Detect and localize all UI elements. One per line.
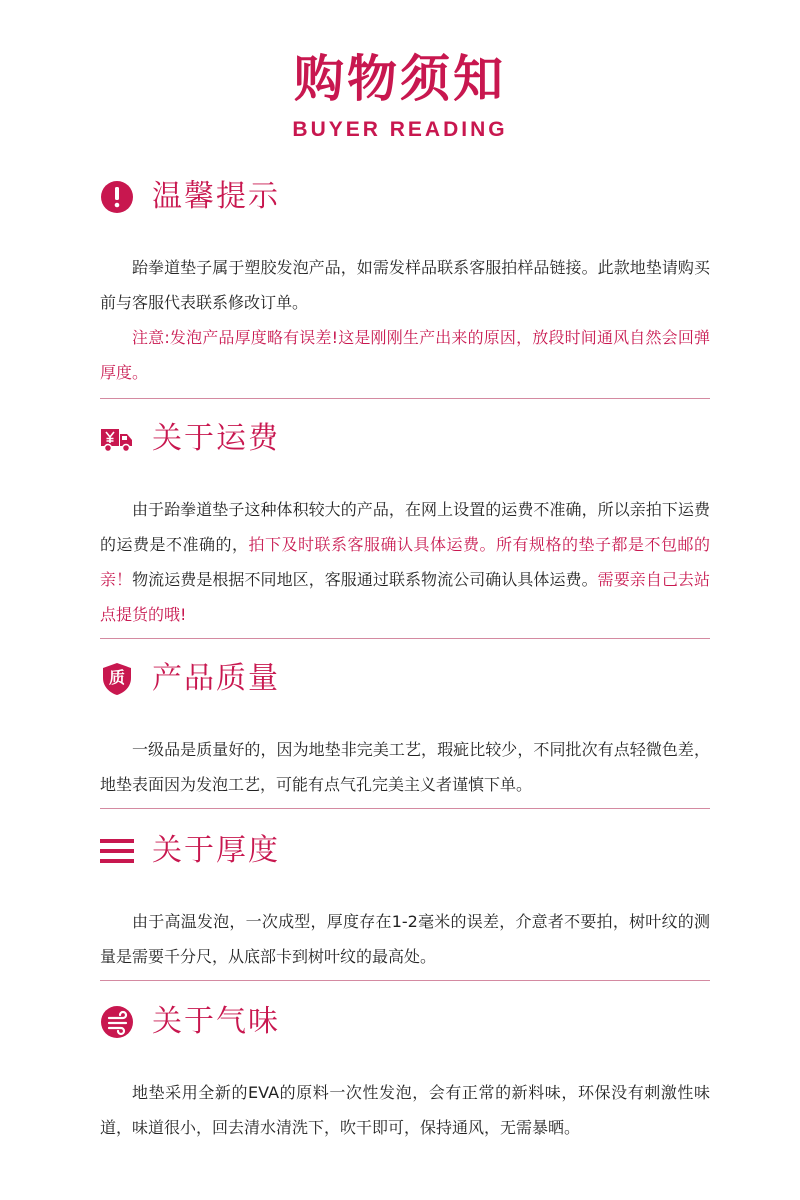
paragraph: 跆拳道垫子属于塑胶发泡产品，如需发样品联系客服拍样品链接。此款地垫请购买前与客服代表联系修改订单。 (100, 258, 710, 312)
exclamation-icon (100, 180, 134, 214)
smell-icon (100, 1005, 134, 1039)
section-title: 产品质量 (152, 661, 280, 696)
highlight-text: 需要亲自己去站点提货的哦! (100, 570, 710, 624)
section-heading (100, 658, 710, 702)
section-tips (100, 176, 710, 390)
truck-icon (100, 422, 134, 456)
section-title: 关于气味 (152, 1004, 280, 1039)
section-heading (100, 1001, 710, 1045)
section-thickness (100, 830, 710, 974)
section-title: 温馨提示 (152, 179, 280, 214)
section-title: 关于运费 (152, 421, 280, 456)
text-run: 物流运费是根据不同地区，客服通过联系物流公司确认具体运费。 (132, 570, 598, 589)
page-title: 购物须知 (294, 50, 506, 108)
divider (100, 808, 710, 809)
paragraph: 地垫采用全新的EVA的原料一次性发泡，会有正常的新料味，环保没有刺激性味道，味道很小，回去清水清洗下，吹干即可，保持通风，无需暴晒。 (100, 1083, 710, 1137)
section-heading (100, 830, 710, 874)
divider (100, 398, 710, 399)
section-smell (100, 1001, 710, 1145)
page-subtitle: BUYER READING (292, 118, 508, 141)
section-body (100, 250, 710, 390)
divider (100, 638, 710, 639)
section-body (100, 732, 710, 802)
section-heading (100, 176, 710, 220)
section-title: 关于厚度 (152, 833, 280, 868)
divider (100, 980, 710, 981)
section-body (100, 904, 710, 974)
section-body (100, 492, 710, 632)
section-quality (100, 658, 710, 802)
paragraph (100, 492, 710, 632)
section-body (100, 1075, 710, 1145)
quality-shield-glyph: 质 (108, 668, 125, 687)
quality-shield-icon (100, 662, 134, 696)
section-shipping (100, 418, 710, 632)
highlight-text: 拍下及时联系客服确认具体运费。所有规格的垫子都是不包邮的亲！ (100, 535, 710, 589)
section-heading (100, 418, 710, 462)
text-run: 由于跆拳道垫子这种体积较大的产品，在网上设置的运费不准确，所以亲拍下运费的运费是不准确的， (100, 500, 710, 554)
warning-paragraph: 注意:发泡产品厚度略有误差!这是刚刚生产出来的原因，放段时间通风自然会回弹厚度。 (100, 328, 710, 382)
paragraph: 一级品是质量好的，因为地垫非完美工艺，瑕疵比较少，不同批次有点轻微色差，地垫表面因为发泡工艺，可能有点气孔完美主义者谨慎下单。 (100, 740, 710, 794)
paragraph: 由于高温发泡，一次成型，厚度存在1-2毫米的误差，介意者不要拍，树叶纹的测量是需要千分尺，从底部卡到树叶纹的最高处。 (100, 912, 710, 966)
lines-icon (100, 834, 134, 868)
